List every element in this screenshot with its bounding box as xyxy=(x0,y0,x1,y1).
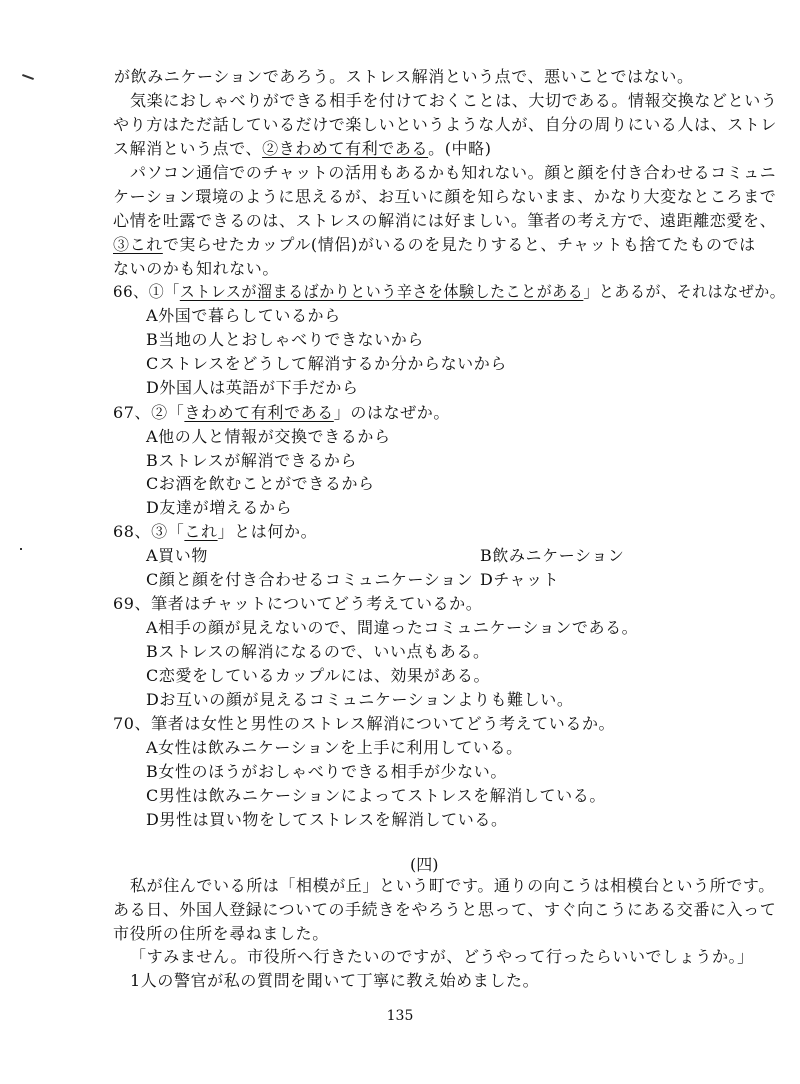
option-70-b: B女性のほうがおしゃべりできる相手が少ない。 xyxy=(146,762,507,781)
option-70-a: A女性は飲みニケーションを上手に利用している。 xyxy=(146,738,523,757)
option-66-b: B当地の人とおしゃべりできないから xyxy=(146,330,424,349)
passage-line xyxy=(113,139,492,159)
section-heading: (四) xyxy=(410,855,439,874)
question-suffix: 」とあるが、それはなぜか。 xyxy=(583,282,786,301)
question-70: 70、筆者は女性と男性のストレス解消についてどう考えているか。 xyxy=(113,714,616,733)
option-67-b: Bストレスが解消できるから xyxy=(146,451,358,470)
scan-mark xyxy=(20,548,22,550)
question-suffix: 」とは何か。 xyxy=(217,522,318,541)
option-66-d: D外国人は英語が下手だから xyxy=(146,378,359,397)
passage-line: 「すみません。市役所へ行きたいのですが、どうやって行ったらいいでしょうか。」 xyxy=(130,947,754,966)
passage-line: 市役所の住所を尋ねました。 xyxy=(113,924,329,943)
option-68-b: B飲みニケーション xyxy=(480,546,625,565)
option-69-b: Bストレスの解消になるので、いい点もある。 xyxy=(146,642,490,661)
option-66-c: Cストレスをどうして解消するか分からないから xyxy=(146,354,507,373)
passage-line: 気楽におしゃべりができる相手を付けておくことは、大切である。情報交換などという xyxy=(130,91,778,110)
passage-text: 。(中略) xyxy=(428,139,492,158)
question-prefix: 67、②「 xyxy=(113,403,185,422)
passage-line: 1人の警官が私の質問を聞いて丁寧に教え始めました。 xyxy=(130,971,540,990)
underlined-phrase-3: ③これ xyxy=(113,235,163,254)
passage-line: が飲みニケーションであろう。ストレス解消という点で、悪いことではない。 xyxy=(114,67,694,86)
option-69-a: A相手の顔が見えないので、間違ったコミュニケーションである。 xyxy=(146,618,639,637)
option-70-c: C男性は飲みニケーションによってストレスを解消している。 xyxy=(146,786,606,805)
option-67-d: D友達が増えるから xyxy=(146,498,293,517)
option-70-d: D男性は買い物をしてストレスを解消している。 xyxy=(146,810,508,829)
question-suffix: 」のはなぜか。 xyxy=(333,403,450,422)
passage-text: ス解消という点で、 xyxy=(113,139,263,158)
option-69-c: C恋愛をしているカップルには、効果がある。 xyxy=(146,666,491,685)
passage-line: パソコン通信でのチャットの活用もあるかも知れない。顔と顔を付き合わせるコミュニ xyxy=(130,163,777,182)
option-67-c: Cお酒を飲むことができるから xyxy=(146,474,375,493)
question-quote: これ xyxy=(184,522,218,541)
passage-line: やり方はただ話しているだけで楽しいというような人が、自分の周りにいる人は、ストレ xyxy=(113,115,778,134)
question-prefix: 66、①「 xyxy=(113,282,180,301)
question-quote: きわめて有利である xyxy=(184,403,334,422)
passage-line: 私が住んでいる所は「相模が丘」という町です。通りの向こうは相模台という所です。 xyxy=(130,876,775,895)
option-68-d: Dチャット xyxy=(480,570,560,589)
option-68-c: C顔と顔を付き合わせるコミュニケーション xyxy=(146,570,474,589)
question-66 xyxy=(113,282,785,302)
option-68-a: A買い物 xyxy=(146,546,208,565)
passage-line: 心情を吐露できるのは、ストレスの解消には好ましい。筆者の考え方で、遠距離恋愛を、 xyxy=(113,211,777,230)
passage-line: ある日、外国人登録についての手続きをやろうと思って、すぐ向こうにある交番に入って xyxy=(113,900,777,919)
option-66-a: A外国で暮らしているから xyxy=(146,306,341,325)
question-68 xyxy=(113,522,317,542)
question-quote: ストレスが溜まるばかりという辛さを体験したことがある xyxy=(179,282,584,301)
passage-line: ないのかも知れない。 xyxy=(113,259,280,278)
option-67-a: A他の人と情報が交換できるから xyxy=(146,427,391,446)
question-69: 69、筆者はチャットについてどう考えているか。 xyxy=(113,594,483,613)
option-69-d: Dお互いの顔が見えるコミュニケーションよりも難しい。 xyxy=(146,690,574,709)
question-67 xyxy=(113,403,450,423)
page-number: 135 xyxy=(386,1008,414,1024)
passage-line xyxy=(113,235,756,255)
passage-line: ケーション環境のように思えるが、お互いに顔を知らないまま、かなり大変なところまで xyxy=(113,187,777,206)
passage-text: で実らせたカップル(情侶)がいるのを見たりすると、チャットも捨てたものでは xyxy=(162,235,756,254)
question-prefix: 68、③「 xyxy=(113,522,185,541)
underlined-phrase-2: ②きわめて有利である xyxy=(262,139,429,158)
scan-mark xyxy=(22,74,34,80)
